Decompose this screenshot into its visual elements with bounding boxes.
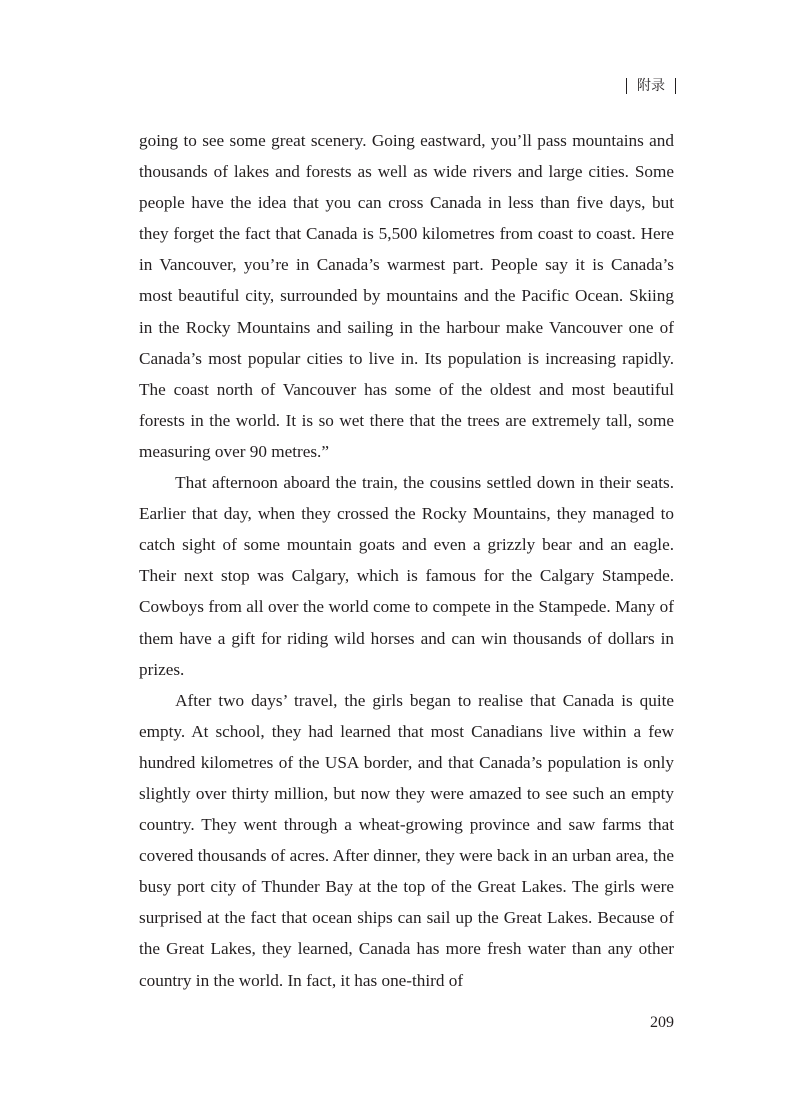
paragraph: That afternoon aboard the train, the cousins settled down in their seats. Earlier that day, when they crossed the Rocky Mountains, they managed to catch sight of some mountain goats and even a grizzly bear and an eagle. Their next stop was Calgary, which is famous for the Calgary Stampede. Cowboys from all over the world come to compete in the Stampede. Many of them have a gift for riding wild horses and can win thousands of dollars in prizes. xyxy=(139,473,674,679)
running-head-label: 附录 xyxy=(637,78,665,94)
running-head-right-rule xyxy=(675,78,676,94)
paragraph-continued: going to see some great scenery. Going eastward, you’ll pass mountains and thousands of lakes and forests as well as wide rivers and large cities. Some people have the idea that you can cross Canada in less than five days, but they forget the fact that Canada is 5,500 kilometres from coast to coast. Here in Vancouver, you’re in Canada’s warmest part. People say it is Canada’s most beautiful city, surrounded by mountains and the Pacific Ocean. Skiing in the Rocky Mountains and sailing in the harbour make Vancouver one of Canada’s most popular cities to live in. Its population is increasing rapidly. The coast north of Vancouver has some of the oldest and most beautiful forests in the world. It is so wet there that the trees are extremely tall, some measuring over 90 metres.” xyxy=(139,131,674,461)
running-head xyxy=(626,76,676,96)
page-number: 209 xyxy=(650,1014,674,1031)
paragraph: After two days’ travel, the girls began to realise that Canada is quite empty. At school, they had learned that most Canadians live within a few hundred kilometres of the USA border, and that Canada’s population is only slightly over thirty million, but now they were amazed to see such an empty country. They went through a wheat-growing province and saw farms that covered thousands of acres. After dinner, they were back in an urban area, the busy port city of Thunder Bay at the top of the Great Lakes. The girls were surprised at the fact that ocean ships can sail up the Great Lakes. Because of the Great Lakes, they learned, Canada has more fresh water than any other country in the world. In fact, it has one-third of xyxy=(139,690,674,990)
running-head-left-rule xyxy=(626,78,627,94)
body-text xyxy=(139,125,674,996)
